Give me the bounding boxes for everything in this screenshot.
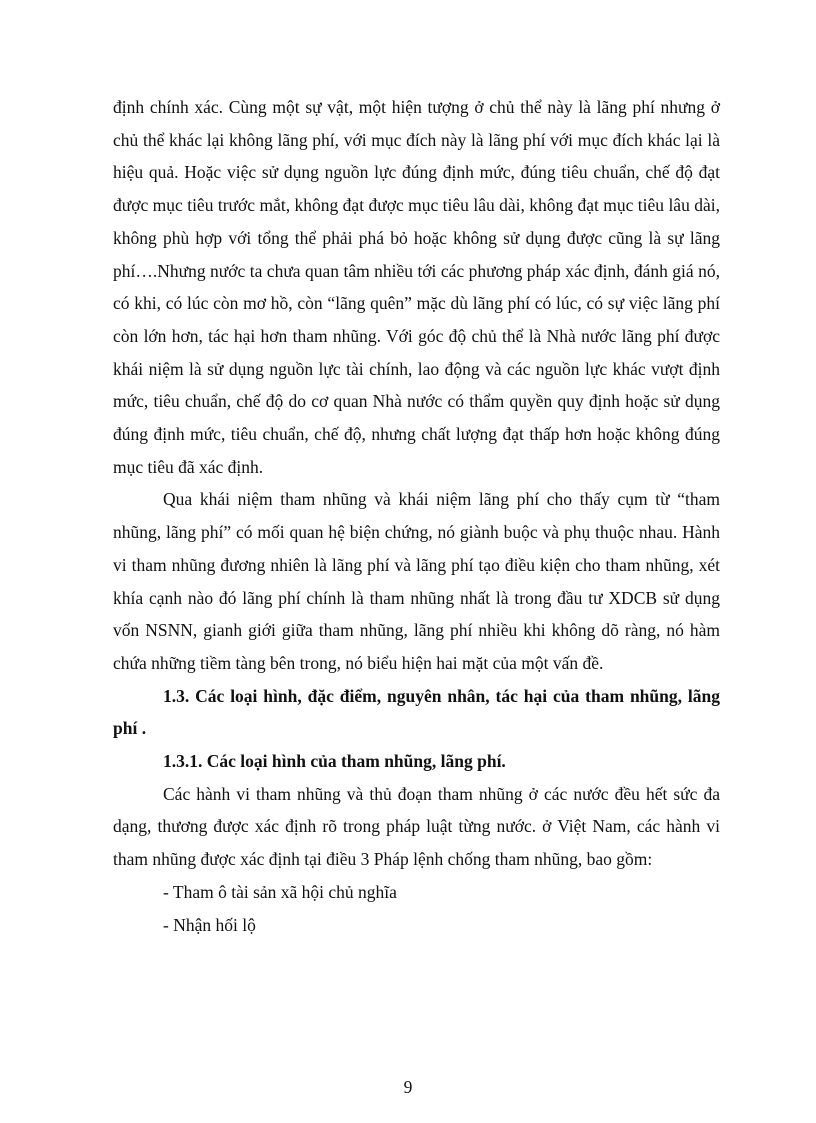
section-heading: 1.3. Các loại hình, đặc điểm, nguyên nhân, tác hại của tham nhũng, lãng phí . — [113, 685, 720, 739]
page-body — [113, 91, 720, 941]
list-item: - Nhận hối lộ — [163, 914, 256, 935]
subsection-heading: 1.3.1. Các loại hình của tham nhũng, lãng phí. — [163, 751, 506, 772]
paragraph-relationship: Qua khái niệm tham nhũng và khái niệm lãng phí cho thấy cụm từ “tham nhũng, lãng phí” có mối quan hệ biện chứng, nó giành buộc và phụ thuộc nhau. Hành vi tham nhũng đương nhiên là lãng phí và lãng phí tạo điều kiện cho tham nhũng, xét khía cạnh nào đó lãng phí chính là tham nhũng nhất là trong đầu tư XDCB sử dụng vốn NSNN, gianh giới giữa tham nhũng, lãng phí nhiều khi không dõ ràng, nó hàm chứa những tiềm tàng bên trong, nó biểu hiện hai mặt của một vấn đề. — [113, 489, 720, 673]
page-number: 9 — [403, 1077, 413, 1097]
paragraph-lang-phi-definition: định chính xác. Cùng một sự vật, một hiện tượng ở chủ thể này là lãng phí nhưng ở chủ thể khác lại không lãng phí, với mục đích này là lãng phí với mục đích khác lại là hiệu quả. Hoặc việc sử dụng nguồn lực đúng định mức, đúng tiêu chuẩn, chế độ đạt được mục tiêu trước mắt, không đạt được mục tiêu lâu dài, không đạt mục tiêu lâu dài, không phù hợp với tổng thể phải phá bỏ hoặc không sử dụng được cũng là sự lãng phí….Nhưng nước ta chưa quan tâm nhiều tới các phương pháp xác định, đánh giá nó, có khi, có lúc còn mơ hồ, còn “lãng quên” mặc dù lãng phí có lúc, có sự việc lãng phí còn lớn hơn, tác hại hơn tham nhũng. Với góc độ chủ thể là Nhà nước lãng phí được khái niệm là sử dụng nguồn lực tài chính, lao động và các nguồn lực khác vượt định mức, tiêu chuẩn, chế độ do cơ quan Nhà nước có thẩm quyền quy định hoặc sử dụng đúng định mức, tiêu chuẩn, chế độ, nhưng chất lượng đạt thấp hơn hoặc không đúng mục tiêu đã xác định. — [113, 97, 720, 477]
paragraph-corruption-acts: Các hành vi tham nhũng và thủ đoạn tham nhũng ở các nước đều hết sức đa dạng, thương được xác định rõ trong pháp luật từng nước. ở Việt Nam, các hành vi tham nhũng được xác định tại điều 3 Pháp lệnh chống tham nhũng, bao gồm: — [113, 783, 720, 870]
list-item: - Tham ô tài sản xã hội chủ nghĩa — [163, 881, 397, 902]
